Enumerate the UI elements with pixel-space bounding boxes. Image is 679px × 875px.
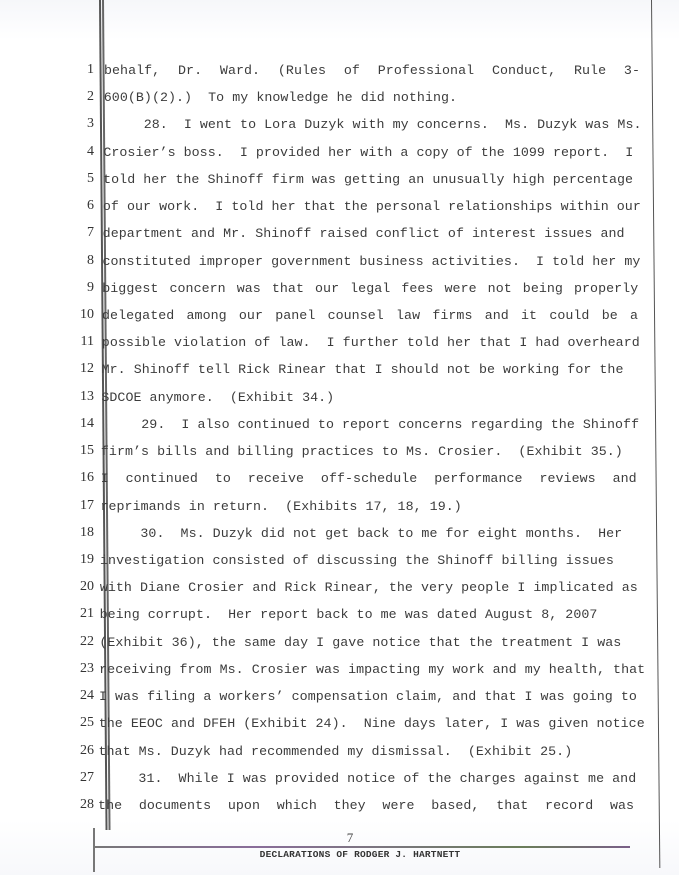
text-line: biggest concern was that our legal fees were not being properly [102, 280, 639, 296]
line-number: 17 [80, 497, 94, 513]
text-line: 29. I also continued to report concerns regarding the Shinoff [101, 416, 640, 432]
line-number: 3 [87, 116, 94, 132]
text-line: 600(B)(2).) To my knowledge he did nothing. [103, 90, 458, 106]
line-number: 10 [80, 306, 94, 322]
text-line: delegated among our panel counsel law firms and it could be a [102, 307, 639, 323]
text-line: told her the Shinoff firm was getting an unusually high percentage [103, 171, 634, 187]
line-number: 26 [80, 742, 94, 758]
text-line: of our work. I told her that the personal relationships within our [102, 199, 641, 215]
line-number: 14 [80, 415, 94, 431]
text-line: Crosier’s boss. I provided her with a copy of the 1099 report. I [103, 144, 634, 160]
text-line: 30. Ms. Duzyk did not get back to me for eight months. Her [100, 525, 623, 541]
text-line: 31. While I was provided notice of the charges against me and [98, 770, 637, 786]
line-number: 22 [80, 633, 94, 649]
line-number: 7 [87, 225, 94, 241]
text-line: Mr. Shinoff tell Rick Rinear that I should not be working for the [101, 362, 624, 378]
text-line: firm’s bills and billing practices to Ms. Crosier. (Exhibit 35.) [100, 444, 623, 460]
line-number: 28 [80, 796, 94, 812]
line-number: 23 [80, 660, 94, 676]
text-line: (Exhibit 36), the same day I gave notice that the treatment I was [99, 634, 622, 650]
line-number: 24 [80, 688, 94, 704]
text-line: I was filing a workers’ compensation claim, and that I was going to [98, 689, 637, 705]
text-line: reprimands in return. (Exhibits 17, 18, 19.) [100, 498, 462, 514]
line-number: 18 [80, 524, 94, 540]
text-line: the documents upon which they were based, that record was [98, 797, 635, 813]
text-line: department and Mr. Shinoff raised conflict of interest issues and [102, 226, 625, 242]
line-number: 27 [80, 769, 94, 785]
line-number: 2 [87, 89, 94, 105]
text-line: behalf, Dr. Ward. (Rules of Professional Conduct, Rule 3- [104, 63, 640, 78]
line-number: 12 [80, 361, 94, 377]
footer-rule [93, 846, 630, 848]
text-line: 28. I went to Lora Duzyk with my concerns. Ms. Duzyk was Ms. [103, 117, 642, 133]
line-number: 6 [87, 198, 94, 214]
footer-title: DECLARATIONS OF RODGER J. HARTNETT [259, 849, 461, 860]
line-number: 9 [87, 279, 94, 295]
line-number: 1 [87, 62, 94, 77]
line-number: 15 [80, 443, 94, 459]
text-line: that Ms. Duzyk had recommended my dismissal. (Exhibit 25.) [98, 743, 573, 759]
text-line: I continued to receive off-schedule performance reviews and [100, 471, 637, 487]
text-line: receiving from Ms. Crosier was impacting my work and my health, that [99, 661, 646, 677]
line-number: 25 [80, 715, 94, 731]
line-number: 11 [80, 334, 94, 350]
line-number: 8 [87, 252, 94, 268]
left-footer-rule [93, 828, 95, 872]
line-number: 4 [87, 143, 94, 159]
line-number: 19 [80, 551, 94, 567]
line-number: 13 [80, 388, 94, 404]
line-number: 21 [80, 606, 94, 622]
text-line: possible violation of law. I further told her that I had overheard [101, 335, 640, 351]
text-line: constituted improper government business activities. I told her my [102, 253, 641, 269]
line-number: 5 [87, 170, 94, 186]
text-line: with Diane Crosier and Rick Rinear, the very people I implicated as [99, 580, 638, 596]
line-number: 20 [80, 579, 94, 595]
line-number: 16 [80, 470, 94, 486]
text-line: the EEOC and DFEH (Exhibit 24). Nine days later, I was given notice [98, 716, 645, 732]
text-line: SDCOE anymore. (Exhibit 34.) [101, 389, 335, 405]
page-number: 7 [346, 830, 354, 845]
text-line: investigation consisted of discussing the Shinoff billing issues [100, 552, 614, 568]
text-line: being corrupt. Her report back to me was dated August 8, 2007 [99, 607, 598, 623]
